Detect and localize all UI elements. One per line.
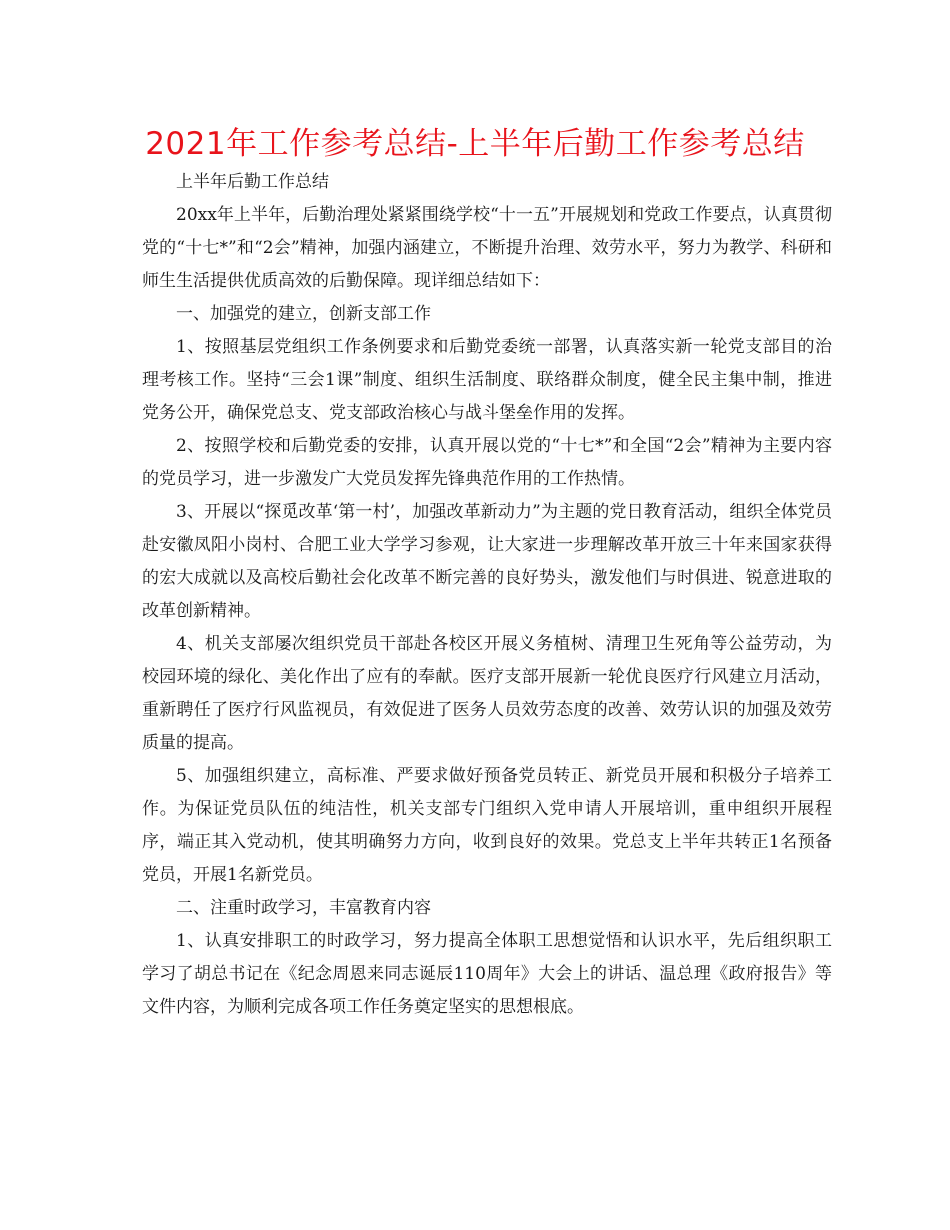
document-body: [142, 166, 832, 1024]
paragraph-item-1-5: 5、加强组织建立，高标准、严要求做好预备党员转正、新党员开展和积极分子培养工作。为保证党员队伍的纯洁性，机关支部专门组织入党申请人开展培训，重申组织开展程序，端正其入党动机，使其明确努力方向，收到良好的效果。党总支上半年共转正1名预备党员，开展1名新党员。: [142, 766, 832, 885]
paragraph-item-2-1: 1、认真安排职工的时政学习，努力提高全体职工思想觉悟和认识水平，先后组织职工学习了胡总书记在《纪念周恩来同志诞辰110周年》大会上的讲话、温总理《政府报告》等文件内容，为顺利完成各项工作任务奠定坚实的思想根底。: [142, 931, 832, 1017]
section-heading-1: 一、加强党的建立，创新支部工作: [176, 304, 431, 324]
paragraph-item-1-2: 2、按照学校和后勤党委的安排，认真开展以党的“十七*”和全国“2会”精神为主要内容的党员学习，进一步激发广大党员发挥先锋典范作用的工作热情。: [142, 436, 832, 489]
paragraph-item-1-3: 3、开展以“探觅改革‘第一村’，加强改革新动力”为主题的党日教育活动，组织全体党员赴安徽凤阳小岗村、合肥工业大学学习参观，让大家进一步理解改革开放三十年来国家获得的宏大成就以及高校后勤社会化改革不断完善的良好势头，激发他们与时俱进、锐意进取的改革创新精神。: [142, 502, 832, 621]
paragraph-item-1-4: 4、机关支部屡次组织党员干部赴各校区开展义务植树、清理卫生死角等公益劳动，为校园环境的绿化、美化作出了应有的奉献。医疗支部开展新一轮优良医疗行风建立月活动，重新聘任了医疗行风监视员，有效促进了医务人员效劳态度的改善、效劳认识的加强及效劳质量的提高。: [142, 634, 832, 753]
paragraph-item-1-1: 1、按照基层党组织工作条例要求和后勤党委统一部署，认真落实新一轮党支部目的治理考核工作。坚持“三会1课”制度、组织生活制度、联络群众制度，健全民主集中制，推进党务公开，确保党总支、党支部政治核心与战斗堡垒作用的发挥。: [142, 337, 832, 423]
paragraph-intro: 20xx年上半年，后勤治理处紧紧围绕学校“十一五”开展规划和党政工作要点，认真贯彻党的“十七*”和“2会”精神，加强内涵建立，不断提升治理、效劳水平，努力为教学、科研和师生生活提供优质高效的后勤保障。现详细总结如下：: [142, 205, 832, 291]
paragraph-heading: 上半年后勤工作总结: [176, 172, 329, 192]
section-heading-2: 二、注重时政学习，丰富教育内容: [176, 898, 431, 918]
document-title: 2021年工作参考总结-上半年后勤工作参考总结: [145, 126, 805, 162]
